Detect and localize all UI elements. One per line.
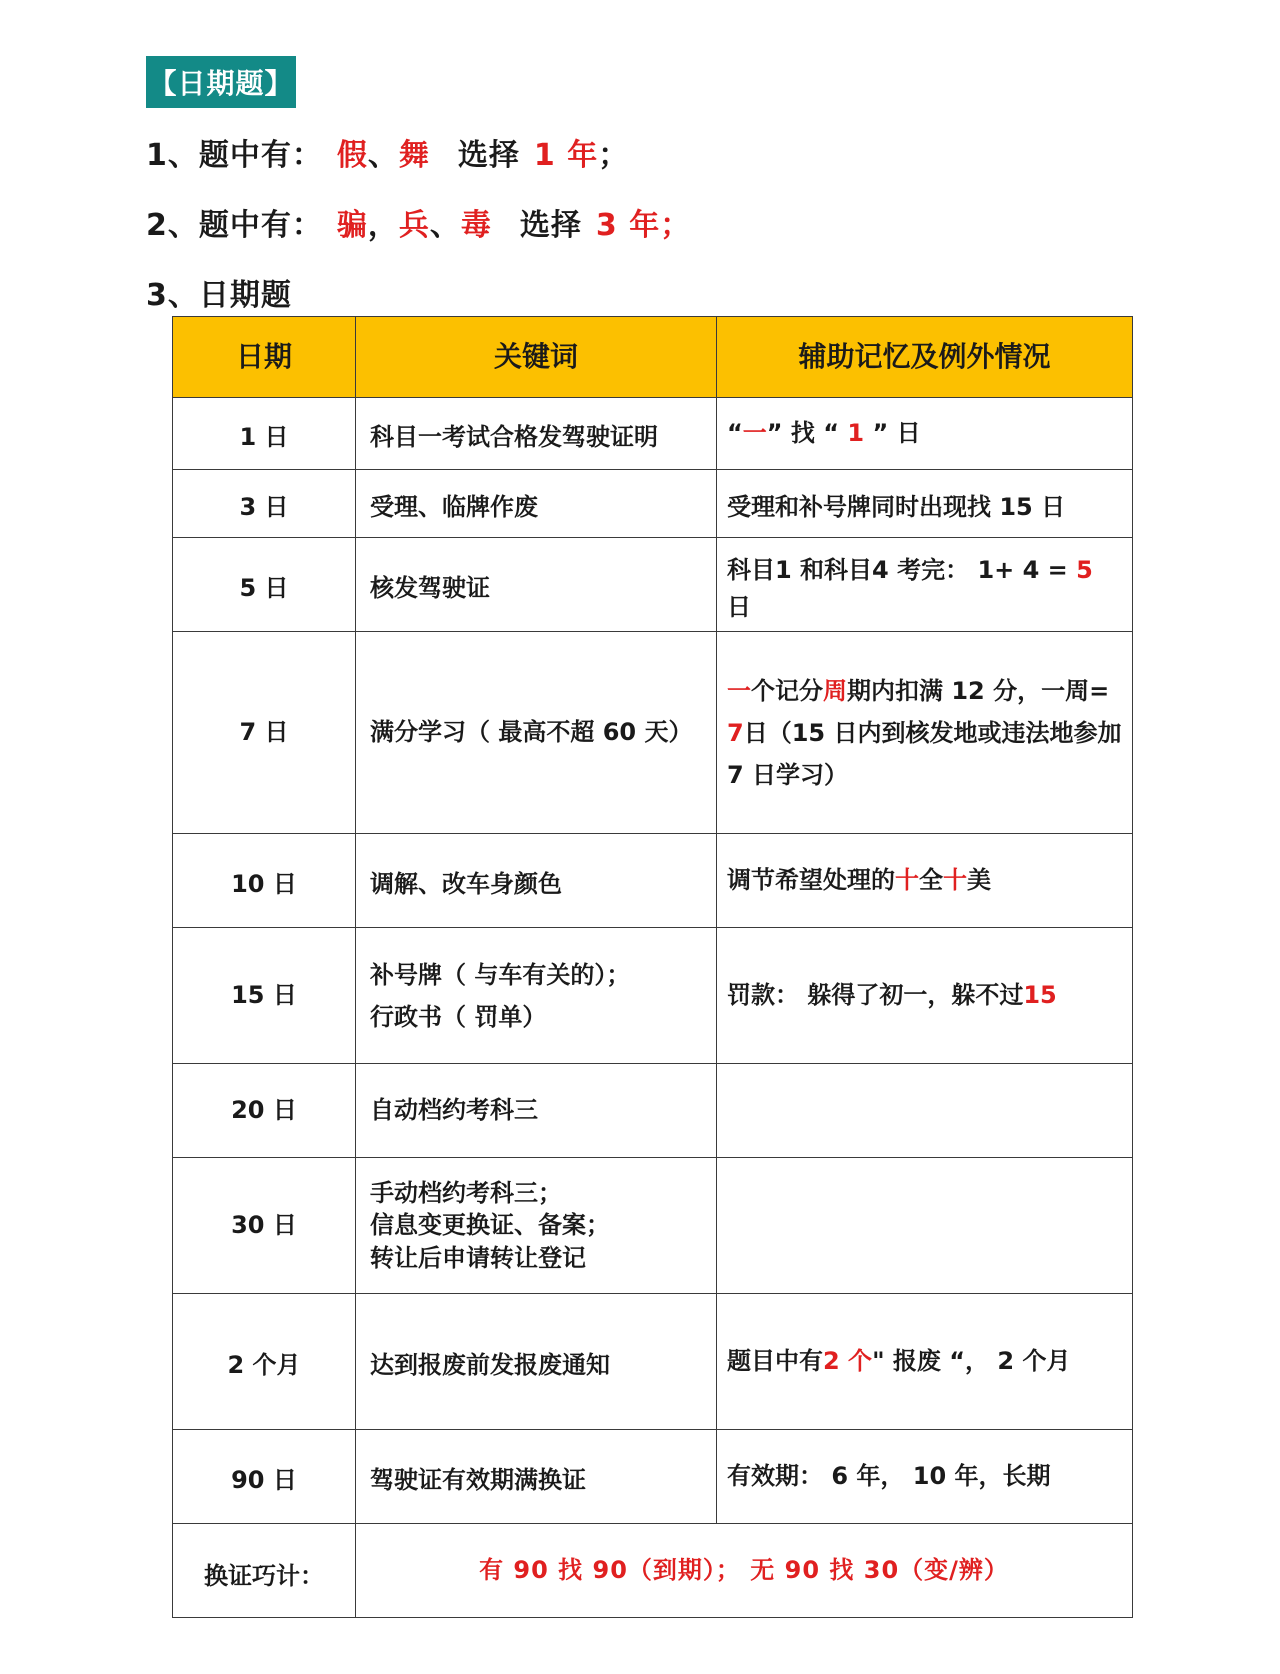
cell-date: 15 日 <box>173 928 356 1064</box>
memo-highlight: 一 <box>742 418 767 447</box>
memo-highlight: 7 <box>727 718 744 747</box>
memo-text: 科目1 和科目4 考完： 1+ 4 = <box>727 555 1077 584</box>
rule-number: 2、 <box>146 208 199 243</box>
rule-separator: 、 <box>367 138 399 173</box>
memo-text: 有效期： 6 年， 10 年，长期 <box>727 1461 1051 1490</box>
memo-text: 罚款： 躲得了初一，躲不过 <box>727 980 1024 1009</box>
rule-separator: ， <box>367 208 399 243</box>
summary-row <box>173 1524 1133 1618</box>
memo-text: 全 <box>919 865 943 894</box>
cell-keyword: 自动档约考科三 <box>356 1064 717 1158</box>
table-row <box>173 538 1133 632</box>
section-tag: 【日期题】 <box>146 56 296 108</box>
cell-date: 5 日 <box>173 538 356 632</box>
memo-highlight: 十 <box>943 865 967 894</box>
table-row <box>173 928 1133 1064</box>
summary-text: 有 90 找 90（到期）； 无 90 找 30（变/辨） <box>356 1524 1133 1618</box>
header-memo: 辅助记忆及例外情况 <box>717 317 1133 398</box>
cell-keyword: 补号牌（ 与车有关的）； 行政书（ 罚单） <box>356 928 717 1064</box>
memo-highlight: 1 <box>847 418 865 447</box>
memo-highlight: 十 <box>895 865 919 894</box>
table-row <box>173 398 1133 470</box>
cell-memo <box>717 834 1133 928</box>
table-row <box>173 834 1133 928</box>
memo-text: 调节希望处理的 <box>727 865 895 894</box>
memo-highlight: 15 <box>1023 980 1057 1009</box>
rule-keyword: 舞 <box>398 138 430 173</box>
rule-keyword: 毒 <box>460 208 492 243</box>
rule-keyword: 骗 <box>336 208 368 243</box>
subsection-title: 3、日期题 <box>146 278 292 313</box>
cell-keyword: 达到报废前发报废通知 <box>356 1294 717 1430</box>
cell-date: 3 日 <box>173 470 356 538</box>
table-row <box>173 1294 1133 1430</box>
header-keyword: 关键词 <box>356 317 717 398</box>
cell-keyword: 调解、改车身颜色 <box>356 834 717 928</box>
cell-date: 30 日 <box>173 1158 356 1294</box>
table-row <box>173 1064 1133 1158</box>
table-row <box>173 1158 1133 1294</box>
memo-text: 期内扣满 12 分，一周= <box>847 676 1110 705</box>
date-table <box>172 316 1133 1618</box>
rule-lead: 题中有： <box>198 138 323 173</box>
memo-text: ” 日 <box>864 418 921 447</box>
cell-date: 2 个月 <box>173 1294 356 1430</box>
cell-memo <box>717 470 1133 538</box>
memo-text: 受理和补号牌同时出现找 15 日 <box>727 493 1066 522</box>
rule-keyword: 假 <box>336 138 368 173</box>
cell-memo <box>717 1158 1133 1294</box>
cell-memo <box>717 398 1133 470</box>
rule-separator: 、 <box>429 208 461 243</box>
rule-2 <box>146 200 691 244</box>
memo-text: 题目中有 <box>727 1346 823 1375</box>
cell-date: 90 日 <box>173 1430 356 1524</box>
memo-text: 日 <box>727 593 751 621</box>
cell-memo <box>717 538 1133 632</box>
cell-memo <box>717 1430 1133 1524</box>
rule-keyword: 兵 <box>398 208 430 243</box>
cell-keyword: 核发驾驶证 <box>356 538 717 632</box>
memo-text: ” 找 “ <box>766 418 848 447</box>
rule-1 <box>146 130 629 174</box>
table-header-row <box>173 317 1133 398</box>
cell-date: 7 日 <box>173 632 356 834</box>
memo-text: " 报废 “， 2 个月 <box>872 1346 1071 1375</box>
rule-choose-label: 选择 <box>457 138 520 173</box>
cell-memo <box>717 928 1133 1064</box>
rule-number: 1、 <box>146 138 199 173</box>
rule-choose-label: 选择 <box>519 208 582 243</box>
memo-highlight: 5 <box>1076 555 1093 584</box>
cell-date: 20 日 <box>173 1064 356 1158</box>
cell-memo <box>717 1294 1133 1430</box>
memo-text: 日（15 日内到核发地或违法地参加7 日学习） <box>727 718 1122 789</box>
cell-date: 10 日 <box>173 834 356 928</box>
memo-highlight: 2 个 <box>823 1346 873 1375</box>
rule-lead: 题中有： <box>198 208 323 243</box>
table-row <box>173 632 1133 834</box>
cell-memo <box>717 1064 1133 1158</box>
cell-keyword: 驾驶证有效期满换证 <box>356 1430 717 1524</box>
table-row <box>173 1430 1133 1524</box>
rule-end: ； <box>598 138 630 173</box>
summary-label: 换证巧计： <box>173 1524 356 1618</box>
rule-value: 3 年； <box>595 208 692 243</box>
cell-keyword: 受理、临牌作废 <box>356 470 717 538</box>
memo-text: 个记分 <box>751 676 823 705</box>
memo-text: “ <box>727 418 743 447</box>
rule-value: 1 年 <box>533 138 599 173</box>
header-date: 日期 <box>173 317 356 398</box>
cell-keyword: 科目一考试合格发驾驶证明 <box>356 398 717 470</box>
memo-highlight: 周 <box>823 676 847 705</box>
cell-keyword: 满分学习（ 最高不超 60 天） <box>356 632 717 834</box>
table-row <box>173 470 1133 538</box>
cell-date: 1 日 <box>173 398 356 470</box>
cell-keyword: 手动档约考科三； 信息变更换证、备案； 转让后申请转让登记 <box>356 1158 717 1294</box>
memo-text: 美 <box>967 865 991 894</box>
cell-memo <box>717 632 1133 834</box>
memo-highlight: 一 <box>727 676 751 705</box>
